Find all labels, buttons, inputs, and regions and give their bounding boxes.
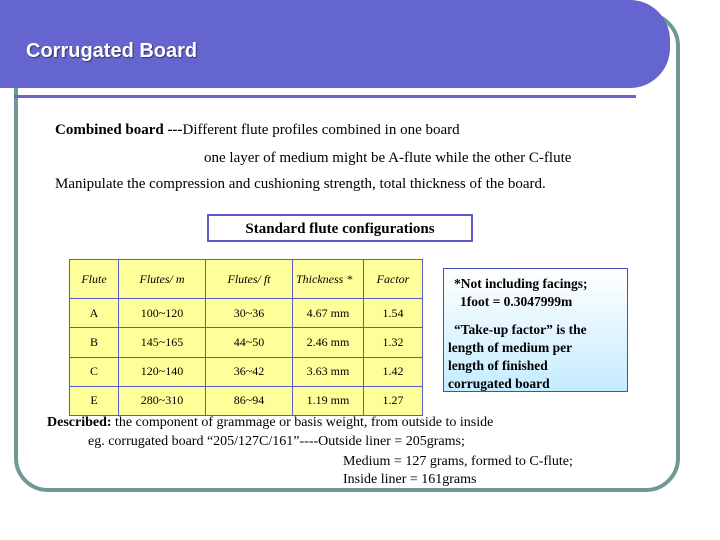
header-cell: Factor <box>364 260 423 299</box>
table-cell: 44~50 <box>206 328 293 357</box>
note-line: length of finished <box>448 358 548 373</box>
flute-table <box>69 259 423 416</box>
title-underline <box>14 95 636 98</box>
medium-line: Medium = 127 grams, formed to C-flute; <box>343 454 573 469</box>
table-row <box>70 328 423 357</box>
table-cell: 120~140 <box>119 357 206 386</box>
intro-line-3: Manipulate the compression and cushioning strength, total thickness of the board. <box>55 176 546 192</box>
note-line: *Not including facings; <box>454 276 588 291</box>
note-line: 1foot = 0.3047999m <box>460 294 573 309</box>
table-cell: 3.63 mm <box>293 357 364 386</box>
note-line: “Take-up factor” is the <box>454 322 587 337</box>
slide-title: Corrugated Board <box>26 40 198 62</box>
note-line: length of medium per <box>448 340 573 355</box>
table-caption: Standard flute configurations <box>207 214 473 242</box>
header-cell: Flutes/ m <box>119 260 206 299</box>
table-cell: 86~94 <box>206 386 293 415</box>
table-row <box>70 299 423 328</box>
table-cell: A <box>70 299 119 328</box>
table-cell: B <box>70 328 119 357</box>
table-cell: 30~36 <box>206 299 293 328</box>
header-cell: Flutes/ ft <box>206 260 293 299</box>
table-cell: 36~42 <box>206 357 293 386</box>
table-cell: E <box>70 386 119 415</box>
table-cell: 1.19 mm <box>293 386 364 415</box>
table-row <box>70 386 423 415</box>
example-line: eg. corrugated board “205/127C/161”----Outside liner = 205grams; <box>88 434 465 449</box>
table-cell: C <box>70 357 119 386</box>
table-header-row <box>70 260 423 299</box>
intro-line-1 <box>55 122 460 139</box>
table-cell: 1.27 <box>364 386 423 415</box>
table-cell: 1.32 <box>364 328 423 357</box>
header-cell: Flute <box>70 260 119 299</box>
described-text: the component of grammage or basis weight, from outside to inside <box>111 415 494 430</box>
inside-liner-line: Inside liner = 161grams <box>343 472 477 487</box>
header-cell: Thickness * <box>293 260 364 299</box>
footnote-box <box>443 268 628 392</box>
table-cell: 145~165 <box>119 328 206 357</box>
table-row <box>70 357 423 386</box>
table-cell: 100~120 <box>119 299 206 328</box>
described-line <box>47 415 493 431</box>
described-label: Described: <box>47 415 112 430</box>
table-cell: 280~310 <box>119 386 206 415</box>
table-cell: 2.46 mm <box>293 328 364 357</box>
intro-text-1: Different flute profiles combined in one board <box>182 122 460 138</box>
combined-board-label: Combined board --- <box>55 122 183 138</box>
table-cell: 1.54 <box>364 299 423 328</box>
intro-line-2: one layer of medium might be A-flute while the other C-flute <box>204 150 572 166</box>
table-cell: 4.67 mm <box>293 299 364 328</box>
note-line: corrugated board <box>448 376 550 391</box>
table-cell: 1.42 <box>364 357 423 386</box>
